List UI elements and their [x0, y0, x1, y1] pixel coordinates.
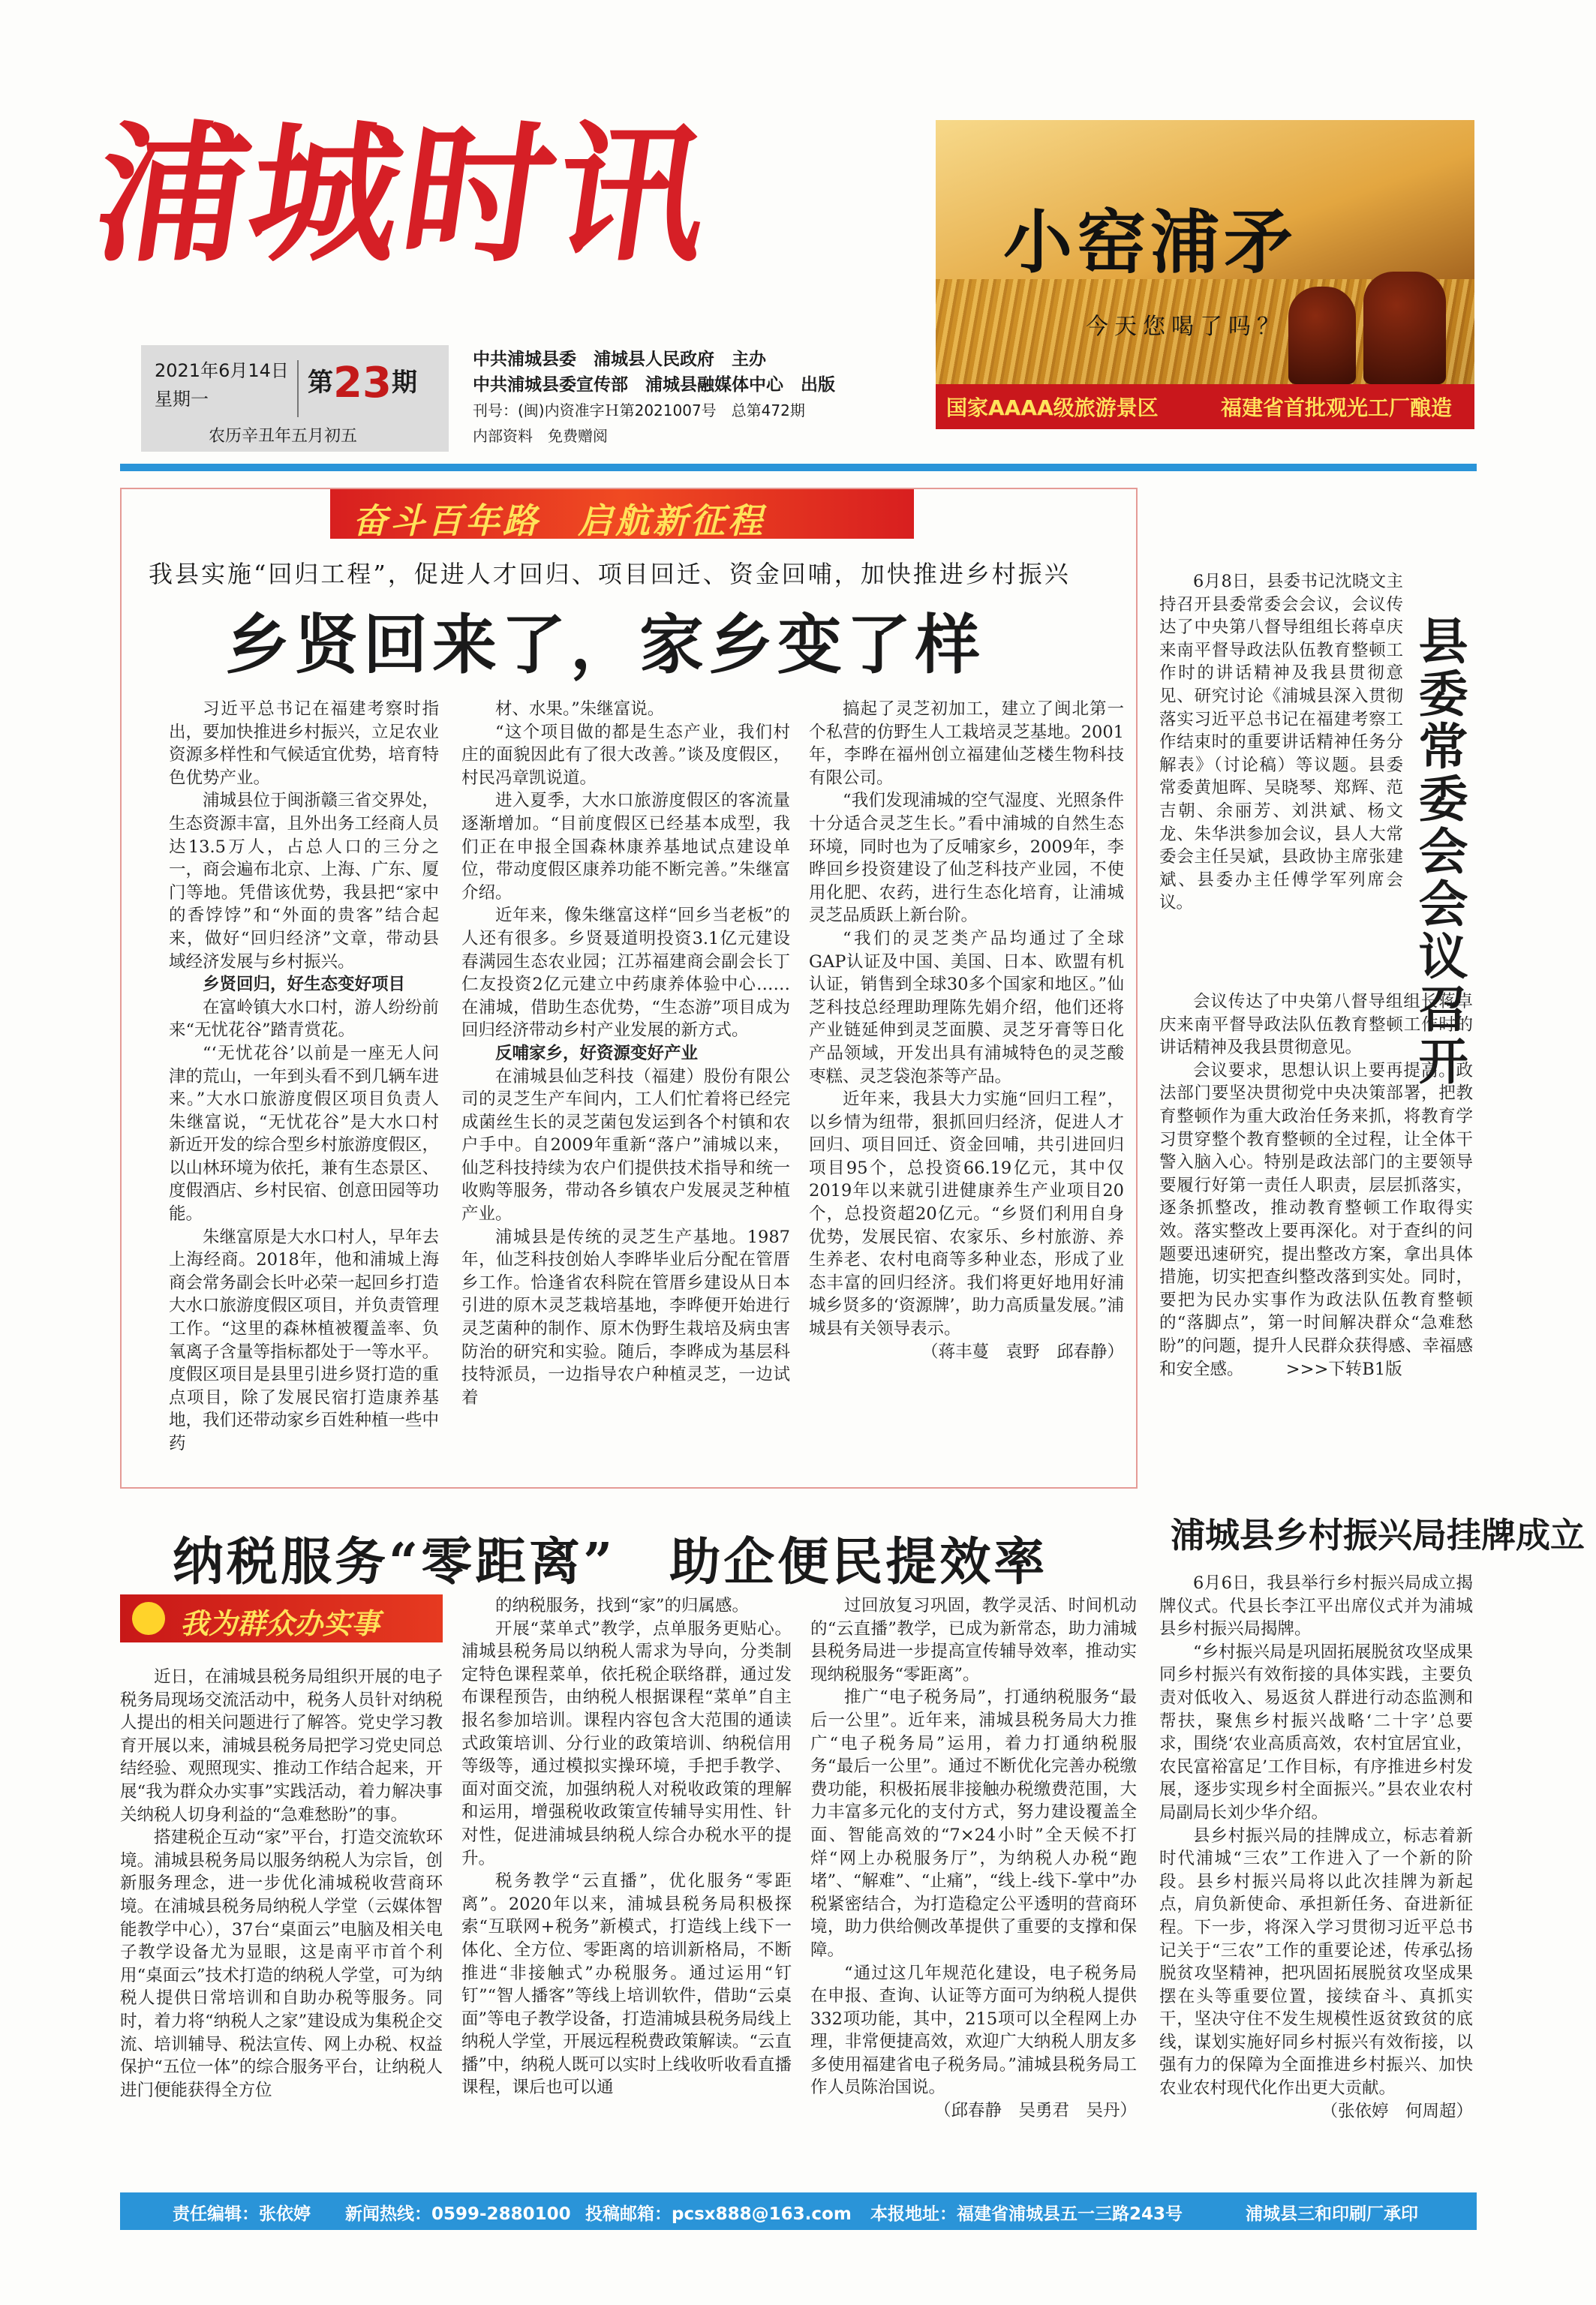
wine-jar-icon [1288, 287, 1356, 384]
date-box [141, 345, 449, 452]
paragraph: 在浦城县仙芝科技（福建）股份有限公司的灵芝生产车间内，工人们忙着将已经完成菌丝生长的灵芝菌包发运到各个村镇和农户手中。自2009年重新“落户”浦城以来，仙芝科技持续为农户们提供技术指导和统一收购等服务，带动各乡镇农户发展灵芝种植产业。 [461, 1066, 790, 1225]
lead-col-1 [169, 698, 439, 1456]
paragraph: 县乡村振兴局的挂牌成立，标志着新时代浦城“三农”工作进入了一个新的阶段。县乡村振兴局将以此次挂牌为新起点，肩负新使命、承担新任务、奋进新征程。下一步，将深入学习贯彻习近平总书记关于“三农”工作的重要论述，传承弘扬脱贫攻坚精神，把巩固拓展脱贫攻坚成果摆在头等重要位置，接续奋斗、真抓实干，坚决守住不发生规模性返贫致贫的底线，谋划实施好同乡村振兴有效衔接，以强有力的保障为全面推进乡村振兴、加快农业农村现代化作出更大贡献。 [1159, 1826, 1473, 2099]
footer-bar [120, 2192, 1477, 2230]
paragraph: “‘无忧花谷’以前是一座无人问津的荒山，一年到头看不到几辆车进来。”大水口旅游度假区项目负责人朱继富说，“无忧花谷”是大水口村新近开发的综合型乡村旅游度假区，以山林环境为依托，兼有生态景区、度假酒店、乡村民宿、创意田园等功能。 [169, 1043, 440, 1225]
paragraph: 会议传达了中央第八督导组组长蒋卓庆来南平督导政法队伍教育整顿工作时的讲话精神及我县贯彻意见。 [1159, 992, 1473, 1058]
paragraph: “通过这几年规范化建设，电子税务局在申报、查询、认证等方面可为纳税人提供332项功能，其中，215项可以全程网上办理，非常便捷高效，欢迎广大纳税人朋友多多使用福建省电子税务局。”浦城县税务局工作人员陈治国说。 [810, 1963, 1137, 2098]
ad-bar [936, 384, 1474, 429]
advertisement [936, 120, 1474, 429]
paragraph: 搞起了灵芝初加工，建立了闽北第一个私营的仿野生人工栽培灵芝基地。2001年，李晔在福州创立福建仙芝楼生物科技有限公司。 [809, 699, 1124, 788]
paragraph: 6月6日，我县举行乡村振兴局成立揭牌仪式。代县长李江平出席仪式并为浦城县乡村振兴局揭牌。 [1159, 1573, 1473, 1639]
paragraph: 近年来，像朱继富这样“回乡当老板”的人还有很多。乡贤聂道明投资3.1亿元建设春满园生态农业园；江苏福建商会副会长丁仁友投资2亿元建立中药康养体验中心……在浦城，借助生态优势，“生态游”项目成为回归经济带动乡村产业发展的新方式。 [461, 906, 790, 1041]
paragraph: 搭建税企互动“家”平台，打造交流软环境。浦城县税务局以服务纳税人为宗旨，创新服务理念，进一步优化浦城税收营商环境。在浦城县税务局纳税人学堂（云媒体智能教学中心），37台“桌面云”电脑及相关电子教学设备尤为显眼，这是南平市首个利用“桌面云”技术打造的纳税人学堂，可为纳税人提供日常培训和自助办税等服务。同时，着力将“纳税人之家”建设成为集税企交流、培训辅导、税法宣传、网上办税、权益保护“五位一体”的综合服务平台，让纳税人进门便能获得全方位 [120, 1828, 443, 2100]
paragraph: 开展“菜单式”教学，点单服务更贴心。浦城县税务局以纳税人需求为导向，分类制定特色课程菜单，依托税企联络群，通过发布课程预告，由纳税人根据课程“菜单”自主报名参加培训。课程内容包含大范围的通读式政策培训、分行业的政策培训、纳税信用等级等，通过模拟实操环境，手把手教学、面对面交流，加强纳税人对税收政策的理解和运用，增强税收政策宣传辅导实用性、针对性，促进浦城县纳税人综合办税水平的提升。 [461, 1618, 792, 1868]
byline: （蒋丰蔓 袁野 邱春静） [921, 1342, 1124, 1362]
footer-hotline: 新闻热线：0599-2880100 [345, 2204, 571, 2224]
paragraph: 税务教学“云直播”，优化服务“零距离”。2020年以来，浦城县税务局积极探索“互联网+税务”新模式，打造线上线下一体化、全方位、零距离的培训新格局，不断推进“非接触式”办税服务。通过运用“钉钉”“智人播客”等线上培训软件，借助“云桌面”等电子教学设备，打造浦城县税务局线上纳税人学堂，开展远程税费政策解读。“云直播”中，纳税人既可以实时上线收听收看直播课程，课后也可以通 [461, 1871, 792, 2098]
header-rule [120, 464, 1477, 471]
byline: （张依婷 何周超） [1321, 2101, 1473, 2121]
weekday: 星期一 [155, 389, 209, 410]
ad-slogan: 小窑浦矛 [1003, 202, 1298, 283]
side-col-top [1159, 570, 1403, 915]
lead-kicker: 我县实施“回归工程”，促进人才回归、项目回迁、资金回哺，加快推进乡村振兴 [149, 560, 1071, 588]
ad-left-text: 国家AAAA级旅游景区 [946, 395, 1159, 420]
tax-headline: 纳税服务“零距离” 助企便民提效率 [173, 1532, 1048, 1592]
tax-col-1 [120, 1666, 443, 2102]
paragraph: 浦城县位于闽浙赣三省交界处，生态资源丰富，且外出务工经商人员达13.5万人，占总人口的三分之一，商会遍布北京、上海、广东、厦门等地。凭借该优势，我县把“家中的香饽饽”和“外面的贵客”结合起来，做好“回归经济”文章，带动县域经济发展与乡村振兴。 [169, 791, 440, 972]
byline: （邱春静 吴勇君 吴丹） [933, 2101, 1137, 2121]
side-headline: 县委常委会会议召开 [1410, 615, 1468, 1088]
tag-text: 我为群众办实事 [180, 1606, 380, 1640]
paragraph: 在富岭镇大水口村，游人纷纷前来“无忧花谷”踏青赏花。 [169, 997, 440, 1041]
lead-banner [330, 489, 914, 539]
paragraph: “这个项目做的都是生态产业，我们村庄的面貌因此有了很大改善。”谈及度假区，村民冯章凯说道。 [461, 722, 790, 788]
side-col-bottom [1159, 990, 1473, 1381]
paragraph: 过回放复习巩固，教学灵活、时间机动的“云直播”教学，已成为新常态，助力浦城县税务局进一步提高宣传辅导效率，推动实现纳税服务“零距离”。 [810, 1596, 1137, 1684]
issue-number: 第23期 [308, 359, 417, 407]
lunar-date: 农历辛丑年五月初五 [209, 427, 358, 446]
lead-col-3 [809, 698, 1124, 1363]
paragraph: 近年来，我县大力实施“回归工程”，以乡情为纽带，狠抓回归经济，促进人才回归、项目回迁、资金回哺，共引进回归项目95个，总投资66.19亿元，其中仅2019年以来就引进健康养生产业项目20个，总投资超20亿元。“乡贤们利用自身优势，发展民宿、农家乐、乡村旅游、养生养老、农村电商等多种业态，形成了业态丰富的回归经济。我们将更好地用好浦城乡贤多的‘资源牌’，助力高质量发展。”浦城县有关领导表示。 [809, 1089, 1124, 1339]
footer-address: 本报地址：福建省浦城县五一三路243号 [870, 2204, 1183, 2224]
rural-col [1159, 1572, 1473, 2123]
ad-subtitle: 今天您喝了吗？ [1086, 314, 1285, 340]
paragraph: 浦城县是传统的灵芝生产基地。1987年，仙芝科技创始人李晔毕业后分配在管厝乡工作。恰逢省农科院在管厝乡建设从日本引进的原木灵芝栽培基地，李晔便开始进行灵芝菌种的制作、原木伪野生栽培及病虫害防治的研究和实验。随后，李晔成为基层科技特派员，一边指导农户种植灵芝，一边试着 [461, 1227, 790, 1408]
masthead-title: 浦城时讯 [85, 107, 723, 283]
tax-col-2 [461, 1594, 792, 2099]
paragraph: 推广“电子税务局”，打通纳税服务“最后一公里”。近年来，浦城县税务局大力推广“电子税务局”运用，着力打通纳税服务“最后一公里”。通过不断优化完善办税缴费功能，积极拓展非接触办税缴费范围，大力丰富多元化的支付方式，努力建设覆盖全面、智能高效的“7×24小时”全天候不打烊“网上办税服务厅”，为纳税人办税“跑堵”、“解难”、“止痛”，“线上-线下-掌中”办税紧密结合，为打造稳定公平透明的营商环境，助力供给侧改革提供了重要的支撑和保障。 [810, 1687, 1137, 1960]
paragraph: 的纳税服务，找到“家”的归属感。 [495, 1596, 750, 1615]
service-tag [120, 1594, 443, 1642]
publisher-info [473, 347, 835, 449]
paragraph: 进入夏季，大水口旅游度假区的客流量逐渐增加。“目前度假区已经基本成型，我们正在申报全国森林康养基地试点建设单位，带动度假区康养功能不断完善。”朱继富介绍。 [461, 791, 790, 903]
paragraph: “乡村振兴局是巩固拓展脱贫攻坚成果同乡村振兴有效衔接的具体实践，主要负责对低收入、易返贫人群进行动态监测和帮扶，聚焦乡村振兴战略‘二十字’总要求，围绕‘农业高质高效，农村宜居宜业，农民富裕富足’工作目标，有序推进乡村发展，逐步实现乡村全面振兴。”县农业农村局副局长刘少华介绍。 [1159, 1642, 1473, 1823]
lead-headline: 乡贤回来了，家乡变了样 [225, 608, 984, 683]
paragraph: 朱继富原是大水口村人，早年去上海经商。2018年，他和浦城上海商会常务副会长叶必荣一起回乡打造大水口旅游度假区项目，并负责管理工作。“这里的森林植被覆盖率、负氧离子含量等指标都处于一等水平。度假区项目是县里引进乡贤打造的重点项目，除了发展民宿打造康养基地，我们还带动家乡百姓种植一些中药 [169, 1227, 440, 1453]
lead-col-2 [461, 698, 790, 1409]
license: 刊号：(闽)内资准字Ｈ第2021007号 总第472期 [473, 401, 805, 419]
subheading: 反哺家乡，好资源变好产业 [495, 1043, 699, 1063]
wine-jar-icon [1363, 272, 1446, 384]
publisher-line-2: 中共浦城县委宣传部 浦城县融媒体中心 出版 [473, 375, 835, 395]
footer-editor: 责任编辑：张依婷 [173, 2204, 311, 2224]
footer-printer: 浦城县三和印刷厂承印 [1246, 2204, 1418, 2224]
paragraph: “我们的灵芝类产品均通过了全球GAP认证及中国、美国、日本、欧盟有机认证，销售到全球30多个国家和地区。”仙芝科技总经理助理陈先娟介绍，他们还将产业链延伸到灵芝面膜、灵芝牙膏等日化产品领域，开发出具有浦城特色的灵芝酸枣糕、灵芝袋泡茶等产品。 [809, 928, 1124, 1086]
party-emblem-icon [132, 1602, 165, 1635]
paragraph: 会议要求，思想认识上要再提高。政法部门要坚决贯彻党中央决策部署，把教育整顿作为重大政治任务来抓，将教育学习贯穿整个教育整顿的全过程，让全体干警入脑入心。特别是政法部门的主要领导要履行好第一责任人职责，层层抓落实，逐条抓整改，推动教育整顿工作取得实效。落实整改上要再深化。对于查纠的问题要迅速研究，提出整改方案，拿出具体措施，切实把查纠整改落到实处。同时，要把为民办实事作为政法队伍教育整顿的“落脚点”，第一时间解决群众“急难愁盼”的问题，提升人民群众获得感、幸福感和安全感。 >>>下转B1版 [1159, 1060, 1473, 1379]
subheading: 乡贤回归，好生态变好项目 [203, 975, 406, 995]
date: 2021年6月14日 [155, 360, 289, 381]
publisher-line-1: 中共浦城县委 浦城县人民政府 主办 [473, 350, 766, 369]
paragraph: 习近平总书记在福建考察时指出，要加快推进乡村振兴，立足农业资源多样性和气候适宜优势，培育特色优势产业。 [169, 699, 440, 788]
ad-right-text: 福建省首批观光工厂酿造 [1221, 395, 1453, 420]
paragraph: 6月8日，县委书记沈晓文主持召开县委常委会会议，会议传达了中央第八督导组组长蒋卓庆来南平督导政法队伍教育整顿工作时的讲话精神及我县贯彻意见、研究讨论《浦城县深入贯彻落实习近平总书记在福建考察工作结束时的重要讲话精神任务分解表》（讨论稿）等议题。县委常委黄旭晖、吴晓琴、郑辉、范吉朝、余丽芳、刘洪斌、杨文龙、朱华洪参加会议，县人大常委会主任吴斌，县政协主席张建斌、县委办主任傅学军列席会议。 [1159, 572, 1403, 913]
banner-text: 奋斗百年路 启航新征程 [353, 500, 765, 541]
rural-headline: 浦城县乡村振兴局挂牌成立 [1171, 1515, 1585, 1555]
paragraph: “我们发现浦城的空气湿度、光照条件十分适合灵芝生长。”看中浦城的自然生态环境，同时也为了反哺家乡，2009年，李晔回乡投资建设了仙芝科技产业园，不使用化肥、农药，进行生态化培育，让浦城灵芝品质跃上新台阶。 [809, 791, 1124, 926]
free-note: 内部资料 免费赠阅 [473, 427, 608, 445]
paragraph: 近日，在浦城县税务局组织开展的电子税务局现场交流活动中，税务人员针对纳税人提出的相关问题进行了解答。党史学习教育开展以来，浦城县税务局把学习党史同总结经验、观照现实、推动工作结合起来，开展“我为群众办实事”实践活动，着力解决事关纳税人切身利益的“急难愁盼”的事。 [120, 1667, 443, 1825]
footer-email: 投稿邮箱：pcsx888@163.com [585, 2204, 852, 2224]
divider [297, 360, 299, 417]
paragraph: 材、水果。”朱继富说。 [495, 699, 665, 719]
tax-col-3 [810, 1594, 1137, 2123]
